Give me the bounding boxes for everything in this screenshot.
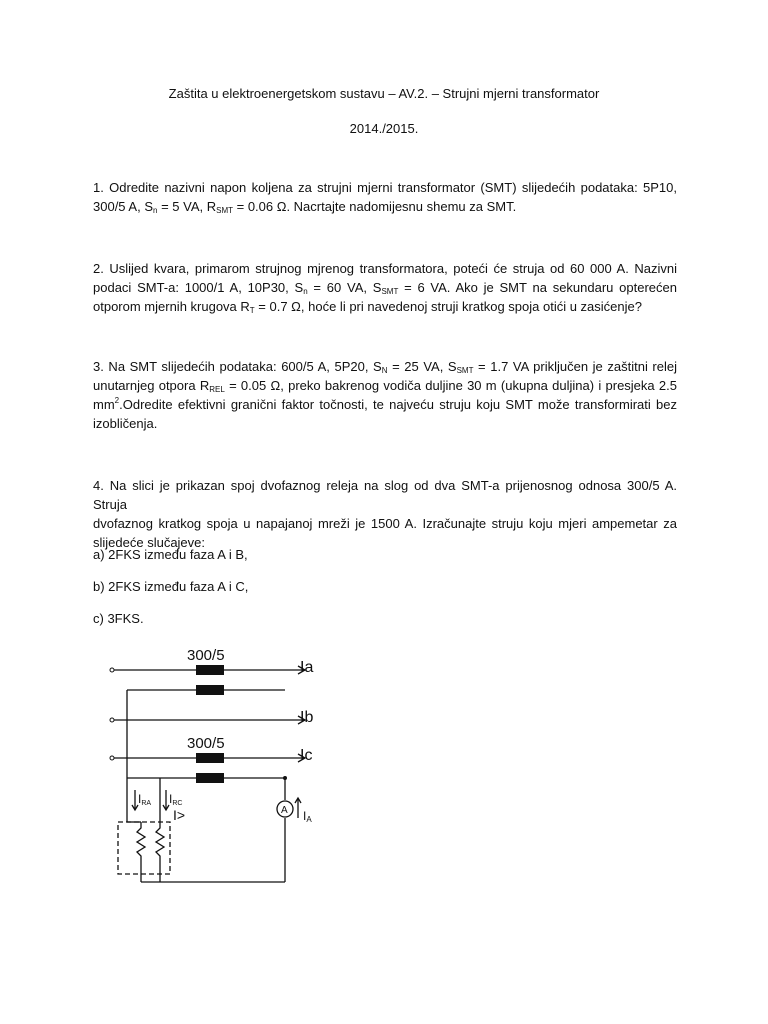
terminal-c bbox=[110, 756, 114, 760]
task-4: 4. Na slici je prikazan spoj dvofaznog releja na slog od dva SMT-a prijenosnog odnosa 300/5 A. Struja dvofaznog kratkog spoja u napajanoj mreži je 1500 A. Izračunajte struju koju mjeri ampemetar za slijedeće slučajeve: bbox=[93, 478, 677, 550]
task-1: 1. Odredite nazivni napon koljena za strujni mjerni transformator (SMT) slijedećih podataka: 5P10, 300/5 A, $S_n = 5$ VA, $R_{SMT} = 0.06$ Ω. Nacrtajte nadomijesnu shemu za SMT. bbox=[93, 180, 677, 215]
label-i-a: IA bbox=[303, 809, 312, 824]
case-b: b) 2FKS između faza A i C, bbox=[93, 579, 249, 594]
ammeter-label: A bbox=[281, 805, 288, 816]
ct-a-primary bbox=[196, 665, 224, 675]
ct-c-secondary-core bbox=[196, 773, 224, 783]
junction-dot bbox=[283, 776, 287, 780]
terminal-b bbox=[110, 718, 114, 722]
case-a: a) 2FKS između faza A i B, bbox=[93, 547, 248, 562]
ct-a-secondary-core bbox=[196, 685, 224, 695]
label-ia: Ia bbox=[300, 659, 314, 676]
task-3: 3. Na SMT slijedećih podataka: 600/5 A, 5P20, $S_N = 25$ VA, $S_{SMT} = 1.7$ VA priključen je zaštitni relej unutarnjeg otpora $R_{REL} = 0.05$ Ω, preko bakrenog vodiča duljine 30 m (ukupna duljina) i presjeka 2.5 $mm^2.Odredite$ efektivni granični faktor točnosti, te najveću struju koju SMT može transformirati bez izobličenja. bbox=[93, 359, 677, 431]
relay-c-resistor bbox=[156, 822, 164, 858]
academic-year: 2014./2015. bbox=[349, 121, 419, 136]
label-ib: Ib bbox=[300, 709, 314, 726]
case-c: c) 3FKS. bbox=[93, 611, 144, 626]
label-i-ra: IRA bbox=[138, 792, 152, 807]
relay-a-resistor bbox=[137, 822, 145, 858]
document-title: Zaštita u elektroenergetskom sustavu – AV.2. – Strujni mjerni transformator bbox=[168, 86, 600, 101]
task-2: 2. Uslijed kvara, primarom strujnog mjrenog transformatora, poteći će struja od 60 000 A. Nazivni podaci SMT-a: 1000/1 A, 10P30, $S_n = 60$ VA, $S_{SMT} = 6$ VA. Ako je SMT na sekundaru opterećen otporom mjernih krugova $R_T = 0.7$ Ω, hoće li pri navedenoj struji kratkog spoja otići u zasićenje? bbox=[93, 261, 677, 315]
ct-a-label: 300/5 bbox=[187, 647, 225, 664]
ct-c-primary bbox=[196, 753, 224, 763]
terminal-a bbox=[110, 668, 114, 672]
label-i-rc: IRC bbox=[169, 792, 183, 807]
ct-c-label: 300/5 bbox=[187, 735, 225, 752]
label-ic: Ic bbox=[300, 747, 313, 764]
relay-label: I> bbox=[173, 807, 186, 823]
circuit-diagram bbox=[100, 640, 360, 890]
